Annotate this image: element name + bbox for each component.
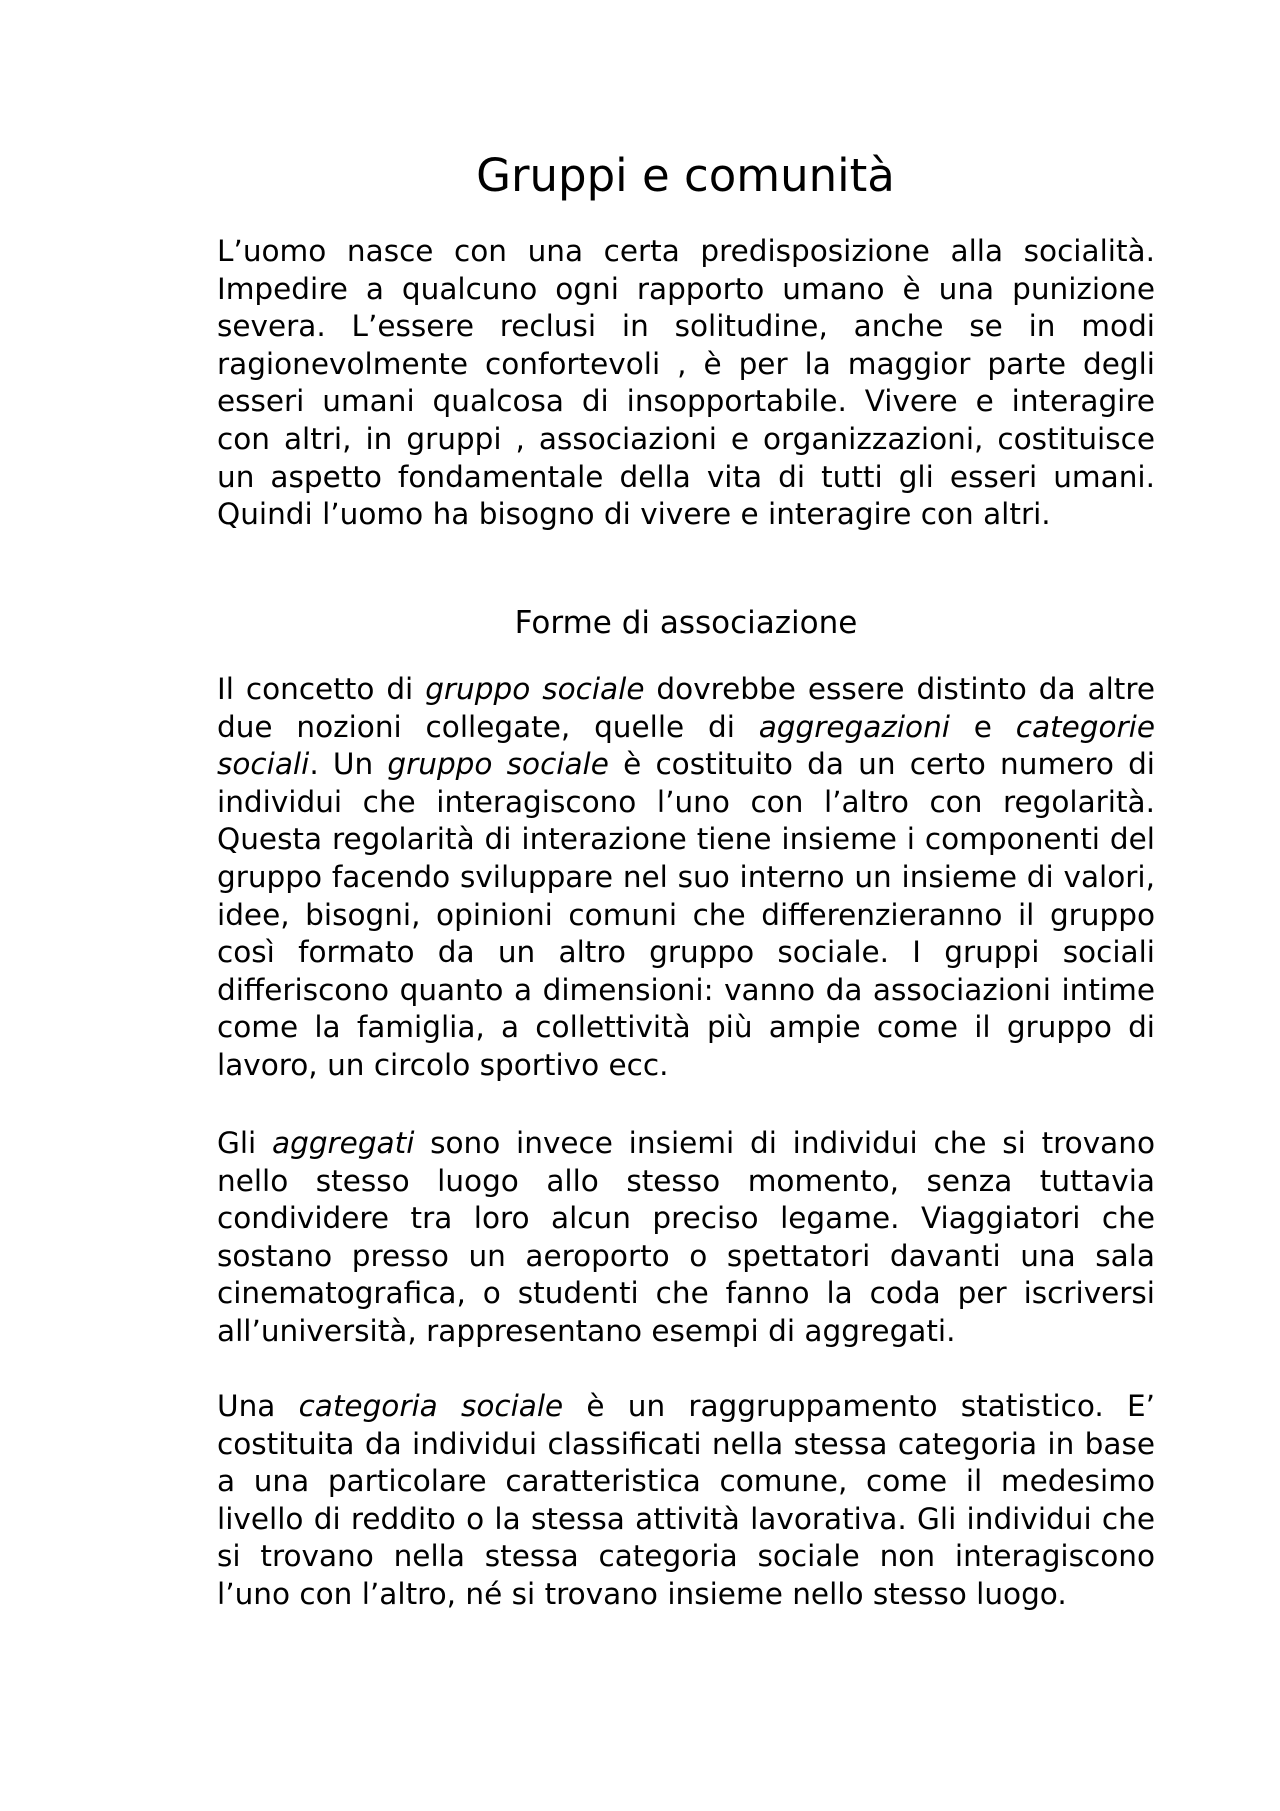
text-run: . Un	[309, 747, 388, 782]
page-title: Gruppi e comunità	[476, 149, 895, 202]
text-run: è un raggruppamento statistico. E’ costituita da individui classificati nella stessa categoria in base a una particolare caratteristica comune, come il medesimo livello di reddito o la stessa attività lavorativa. Gli individui che si trovano nella stessa categoria sociale non interagiscono l’uno con l’altro, né si trovano insieme nello stesso luogo.	[217, 1389, 1155, 1611]
paragraph-gruppo-sociale	[217, 671, 1155, 1085]
italic-term: aggregazioni	[758, 709, 950, 744]
section-subtitle: Forme di associazione	[514, 605, 858, 641]
text-run: dovrebbe essere distinto da altre due nozioni collegate, quelle di	[217, 672, 1156, 744]
paragraph-aggregati	[217, 1125, 1155, 1351]
intro-paragraph: L’uomo nasce con una certa predisposizione alla socialità. Impedire a qualcuno ogni rapporto umano è una punizione severa. L’essere reclusi in solitudine, anche se in modi ragionevolmente confortevoli , è per la maggior parte degli esseri umani qualcosa di insopportabile. Vivere e interagire con altri, in gruppi , associazioni e organizzazioni, costituisce un aspetto fondamentale della vita di tutti gli esseri umani. Quindi l’uomo ha bisogno di vivere e interagire con altri.	[217, 234, 1155, 532]
text-run: è costituito da un certo numero di individui che interagiscono l’uno con l’altro con regolarità. Questa regolarità di interazione tiene insieme i componenti del gruppo facendo sviluppare nel suo interno un insieme di valori, idee, bisogni, opinioni comuni che differenzieranno il gruppo così formato da un altro gruppo sociale. I gruppi sociali differiscono quanto a dimensioni: vanno da associazioni intime come la famiglia, a collettività più ampie come il gruppo di lavoro, un circolo sportivo ecc.	[217, 747, 1155, 1082]
text-run: sono invece insiemi di individui che si trovano nello stesso luogo allo stesso momento, senza tuttavia condividere tra loro alcun preciso legame. Viaggiatori che sostano presso un aeroporto o spettatori davanti una sala cinematografica, o studenti che fanno la coda per iscriversi all’università, rappresentano esempi di aggregati.	[217, 1126, 1155, 1348]
text-run: Gli	[217, 1126, 273, 1160]
italic-term: categoria sociale	[298, 1389, 564, 1423]
italic-term: categorie sociali	[217, 709, 1155, 782]
paragraph-categoria-sociale	[217, 1388, 1155, 1614]
italic-term: aggregati	[272, 1126, 415, 1160]
text-run: Una	[217, 1389, 299, 1423]
text-run: e	[949, 709, 1016, 744]
italic-term: gruppo sociale	[387, 747, 609, 782]
italic-term: gruppo sociale	[425, 672, 645, 706]
text-run: Il concetto di	[217, 672, 426, 706]
